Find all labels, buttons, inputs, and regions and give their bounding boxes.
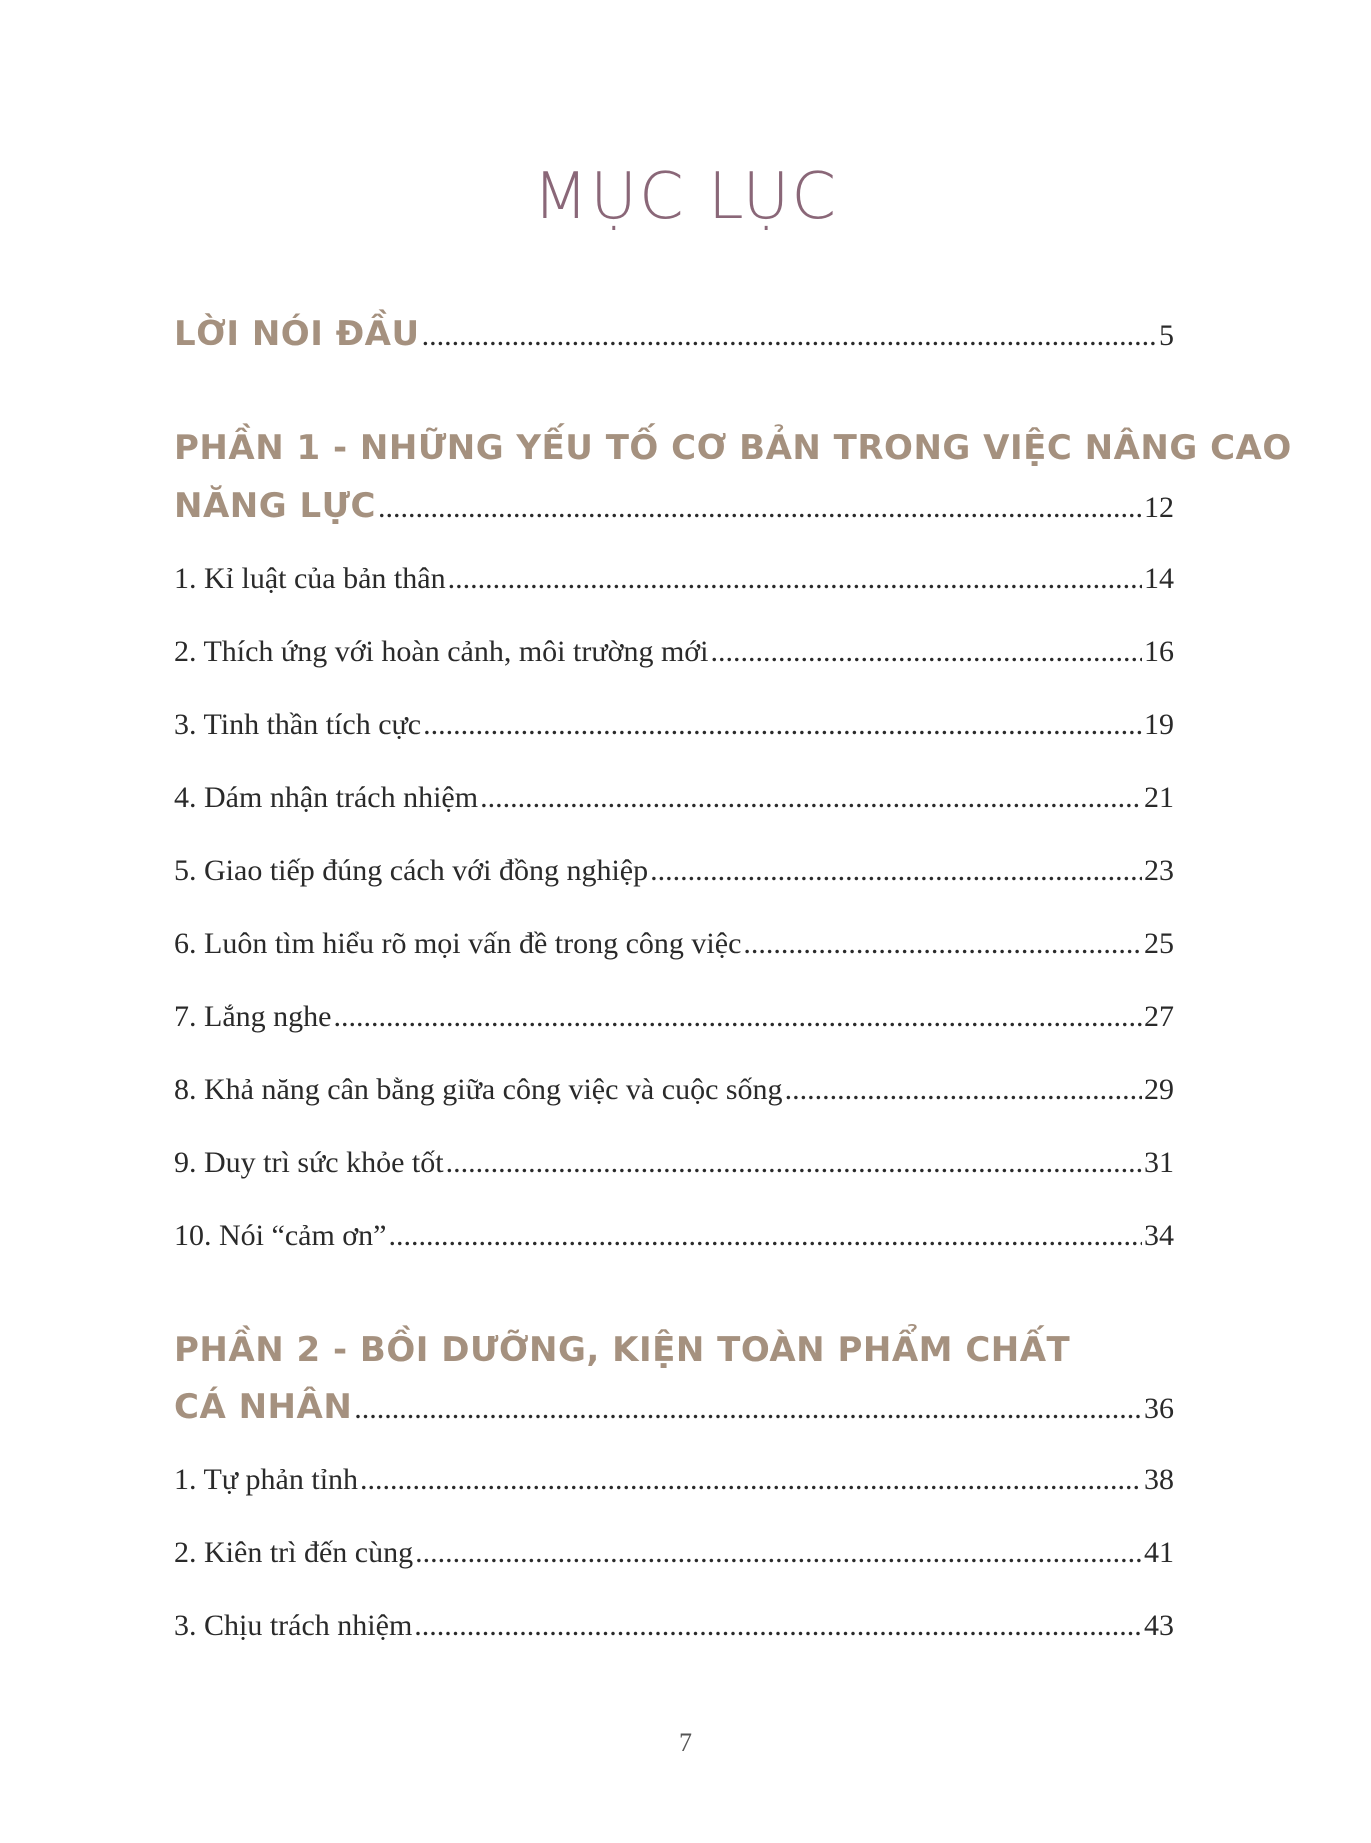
dot-leader bbox=[785, 1073, 1142, 1107]
toc-entry-page: 19 bbox=[1144, 708, 1174, 741]
toc-entry[interactable] bbox=[174, 562, 1174, 596]
toc-entry[interactable] bbox=[174, 1146, 1174, 1180]
toc-entry[interactable] bbox=[174, 1463, 1174, 1497]
dot-leader bbox=[414, 1609, 1142, 1643]
toc-entry-label: 5. Giao tiếp đúng cách với đồng nghiệp bbox=[174, 854, 649, 887]
toc-entry-label: 1. Tự phản tỉnh bbox=[174, 1463, 359, 1496]
toc-entry-page: 36 bbox=[1144, 1392, 1174, 1425]
toc-entry[interactable] bbox=[174, 927, 1174, 961]
toc-entry-preface[interactable] bbox=[174, 314, 1174, 354]
toc-entry-label: 1. Kỉ luật của bản thân bbox=[174, 562, 446, 595]
toc-entry[interactable] bbox=[174, 1073, 1174, 1107]
toc-entry[interactable] bbox=[174, 708, 1174, 742]
toc-entry-page: 34 bbox=[1144, 1219, 1174, 1252]
toc-entry[interactable] bbox=[174, 854, 1174, 888]
toc-entry[interactable] bbox=[174, 635, 1174, 669]
part1-heading-line1[interactable]: PHẦN 1 - NHỮNG YẾU TỐ CƠ BẢN TRONG VIỆC NÂNG CAO bbox=[174, 428, 1292, 468]
toc-entry-page: 41 bbox=[1144, 1536, 1174, 1569]
toc-entry-page: 14 bbox=[1144, 562, 1174, 595]
dot-leader bbox=[360, 1463, 1142, 1497]
toc-entry-page: 16 bbox=[1144, 635, 1174, 668]
toc-entry-label: 7. Lắng nghe bbox=[174, 1000, 332, 1033]
toc-entry-label: 9. Duy trì sức khỏe tốt bbox=[174, 1146, 444, 1179]
toc-entry-page: 27 bbox=[1144, 1000, 1174, 1033]
toc-entry-page: 12 bbox=[1144, 491, 1174, 524]
dot-leader bbox=[743, 927, 1142, 961]
dot-leader bbox=[333, 1000, 1142, 1034]
dot-leader bbox=[448, 562, 1142, 596]
toc-entry-label: 8. Khả năng cân bằng giữa công việc và cuộc sống bbox=[174, 1073, 783, 1106]
dot-leader bbox=[446, 1146, 1142, 1180]
toc-entry-label: 10. Nói “cảm ơn” bbox=[174, 1219, 387, 1252]
dot-leader bbox=[480, 781, 1142, 815]
page-title: MỤC LỤC bbox=[532, 160, 839, 234]
toc-entry-page: 29 bbox=[1144, 1073, 1174, 1106]
dot-leader bbox=[415, 1536, 1142, 1570]
toc-entry-part2[interactable] bbox=[174, 1387, 1174, 1427]
part2-heading-line2: CÁ NHÂN bbox=[174, 1387, 353, 1427]
toc-entry-page: 23 bbox=[1144, 854, 1174, 887]
toc-entry[interactable] bbox=[174, 1000, 1174, 1034]
dot-leader bbox=[423, 708, 1142, 742]
toc-entry[interactable] bbox=[174, 1536, 1174, 1570]
part1-heading-line2: NĂNG LỰC bbox=[174, 486, 376, 526]
dot-leader bbox=[388, 1219, 1142, 1253]
toc-entry-part1[interactable] bbox=[174, 486, 1174, 526]
toc-entry[interactable] bbox=[174, 1219, 1174, 1253]
dot-leader bbox=[711, 635, 1143, 669]
part2-heading-line1[interactable]: PHẦN 2 - BỒI DƯỠNG, KIỆN TOÀN PHẨM CHẤT bbox=[174, 1330, 1071, 1370]
toc-entry-label: 4. Dám nhận trách nhiệm bbox=[174, 781, 479, 814]
toc-entry-page: 43 bbox=[1144, 1609, 1174, 1642]
toc-entry[interactable] bbox=[174, 781, 1174, 815]
toc-entry-page: 25 bbox=[1144, 927, 1174, 960]
toc-entry-page: 5 bbox=[1159, 319, 1174, 352]
toc-entry-label: 2. Thích ứng với hoàn cảnh, môi trường mới bbox=[174, 635, 709, 668]
page-number: 7 bbox=[679, 1728, 692, 1757]
toc-entry-page: 21 bbox=[1144, 781, 1174, 814]
toc-entry-page: 38 bbox=[1144, 1463, 1174, 1496]
dot-leader bbox=[378, 491, 1142, 525]
toc-entry-label: 3. Chịu trách nhiệm bbox=[174, 1609, 413, 1642]
dot-leader bbox=[354, 1392, 1142, 1426]
toc-entry-label: 6. Luôn tìm hiểu rõ mọi vấn đề trong công việc bbox=[174, 927, 742, 960]
toc-entry-page: 31 bbox=[1144, 1146, 1174, 1179]
toc-entry-label: 3. Tinh thần tích cực bbox=[174, 708, 422, 741]
toc-entry-label: LỜI NÓI ĐẦU bbox=[174, 314, 420, 354]
dot-leader bbox=[422, 319, 1157, 353]
toc-entry-label: 2. Kiên trì đến cùng bbox=[174, 1536, 414, 1569]
toc-entry[interactable] bbox=[174, 1609, 1174, 1643]
dot-leader bbox=[650, 854, 1142, 888]
